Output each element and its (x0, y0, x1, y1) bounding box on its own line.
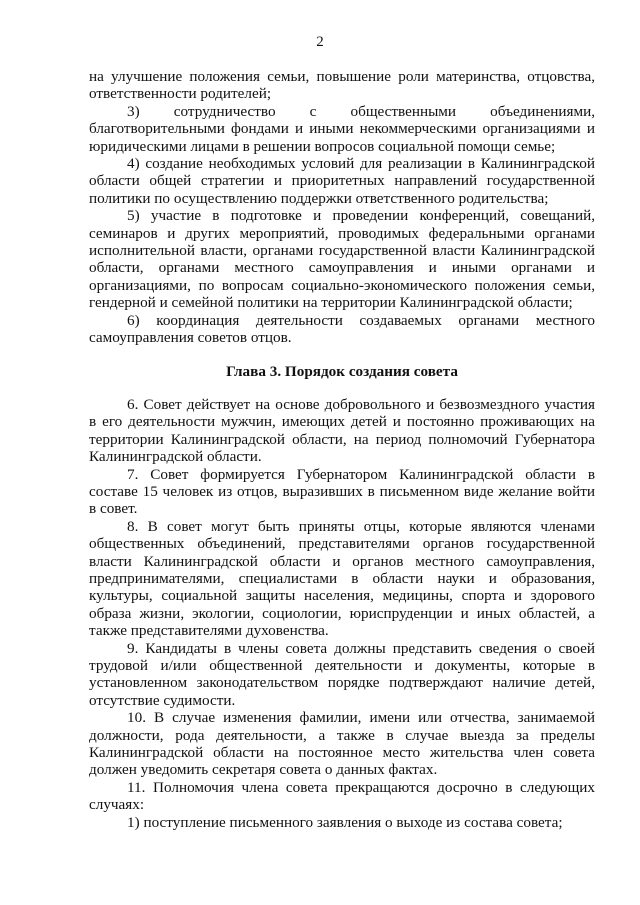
paragraph-clause-7: 7. Совет формируется Губернатором Калининградской области в составе 15 человек из отцов, выразивших в письменном виде желание войти в совет. (89, 465, 595, 518)
chapter-title: Глава 3. Порядок создания совета (226, 362, 458, 380)
paragraph-clause-9: 9. Кандидаты в члены совета должны представить сведения о своей трудовой и/или общественной деятельности и документы, которые в установленном законодательством порядке подтверждают наличие детей, отсутствие судимости. (89, 639, 595, 709)
paragraph-item-3: 3) сотрудничество с общественными объединениями, благотворительными фондами и иными некоммерческими организациями и юридическими лицами в решении вопросов социальной помощи семье; (89, 102, 595, 155)
paragraph-item-4: 4) создание необходимых условий для реализации в Калининградской области общей стратегии и приоритетных направлений государственной политики по осуществлению поддержки ответственного родительства; (89, 155, 595, 207)
paragraph-clause-11-item-1: 1) поступление письменного заявления о выходе из состава совета; (127, 813, 563, 831)
document-body (89, 68, 595, 831)
paragraph-clause-6: 6. Совет действует на основе добровольного и безвозмездного участия в его деятельности мужчин, имеющих детей и постоянно проживающих на территории Калининградской области, на период полномочий Губернатора Калининградской области. (89, 395, 595, 466)
paragraph-clause-8: 8. В совет могут быть приняты отцы, которые являются членами общественных объединений, представителями органов государственной власти Калининградской области и органов местного самоуправления, предпринимателями, специалистами в области науки и образования, культуры, социальной защиты населения, медицины, спорта и здорового образа жизни, экологии, социологии, юриспруденции и иных областей, а также представителями духовенства. (89, 517, 595, 640)
paragraph-clause-10: 10. В случае изменения фамилии, имени или отчества, занимаемой должности, рода деятельности, а также в случае выезда за пределы Калининградской области на постоянное место жительства член совета должен уведомить секретаря совета о данных фактах. (89, 709, 595, 779)
paragraph-item-5: 5) участие в подготовке и проведении конференций, совещаний, семинаров и других мероприятий, проводимых федеральными органами исполнительной власти, органами государственной власти Калининградской области, органами местного самоуправления и иными органами и организациями, по вопросам социально-экономического положения семьи, гендерной и семейной политики на территории Калининградской области; (89, 207, 595, 312)
paragraph-clause-11: 11. Полномочия члена совета прекращаются досрочно в следующих случаях: (89, 778, 595, 814)
page-number: 2 (316, 34, 324, 50)
paragraph-item-6: 6) координация деятельности создаваемых органами местного самоуправления советов отцов. (89, 311, 595, 347)
paragraph-continuation: на улучшение положения семьи, повышение роли материнства, отцовства, ответственности родителей; (89, 68, 595, 103)
